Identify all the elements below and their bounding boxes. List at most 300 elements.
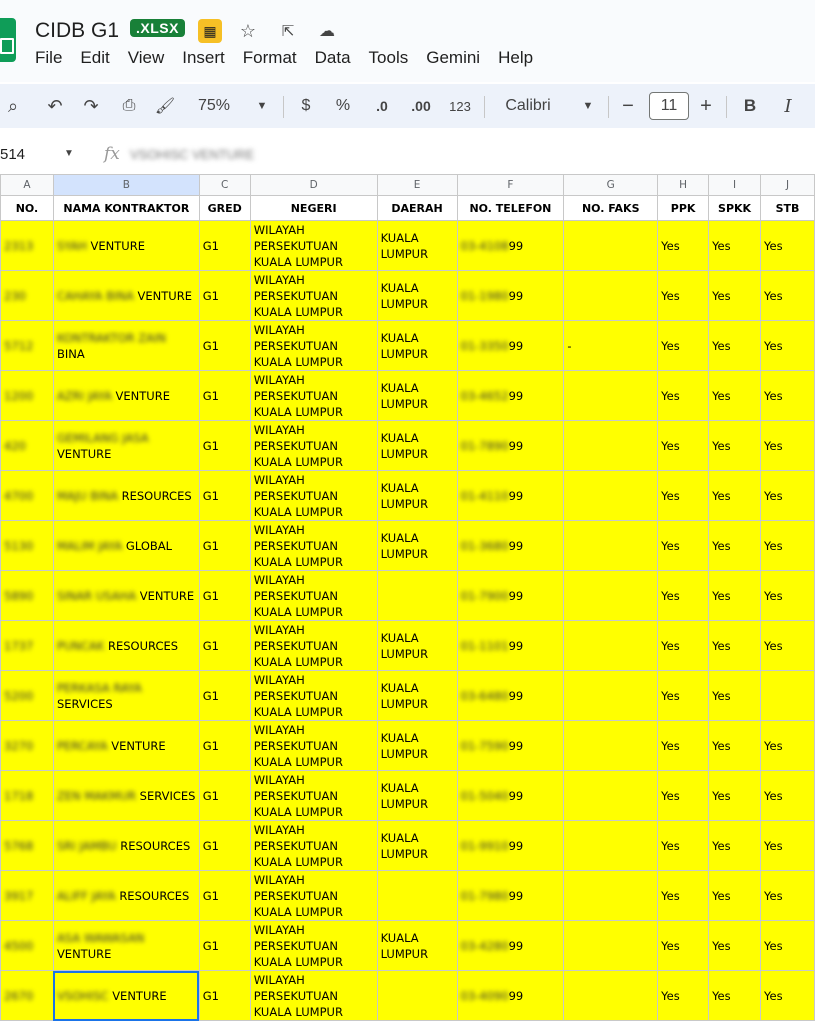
name-box-dropdown-icon[interactable]: ▼ xyxy=(64,148,74,159)
cell-spkk[interactable] xyxy=(709,871,761,921)
stb-value: Yes xyxy=(764,488,783,503)
name-value: SERVICES xyxy=(139,788,196,803)
column-header-e[interactable]: E xyxy=(377,175,457,196)
cell-no[interactable] xyxy=(1,971,54,1021)
cell-no[interactable] xyxy=(1,471,54,521)
cell-gred[interactable] xyxy=(199,721,250,771)
cell-telefon[interactable] xyxy=(457,921,564,971)
cell-nama-kontraktor[interactable] xyxy=(53,271,199,321)
cell-telefon[interactable] xyxy=(457,721,564,771)
cell-stb[interactable] xyxy=(761,671,815,721)
negeri-value: WILAYAH PERSEKUTUAN KUALA LUMPUR xyxy=(253,672,343,719)
spkk-value: Yes xyxy=(712,538,731,553)
cell-telefon[interactable] xyxy=(457,971,564,1021)
cell-no[interactable] xyxy=(1,321,54,371)
daerah-value: KUALA LUMPUR xyxy=(380,780,429,811)
menu-help[interactable]: Help xyxy=(498,48,534,67)
cell-nama-kontraktor[interactable] xyxy=(53,571,199,621)
name-box[interactable]: 514 xyxy=(0,146,26,163)
cell-telefon[interactable] xyxy=(457,521,564,571)
formula-bar xyxy=(0,136,815,175)
cell-nama-kontraktor[interactable] xyxy=(53,621,199,671)
cell-stb[interactable] xyxy=(761,621,815,671)
currency-format-button[interactable]: $ xyxy=(301,97,311,114)
cell-nama-kontraktor[interactable] xyxy=(53,721,199,771)
cell-ppk[interactable] xyxy=(658,271,709,321)
cell-spkk[interactable] xyxy=(709,271,761,321)
percent-format-button[interactable]: % xyxy=(335,97,351,114)
cell-ppk[interactable] xyxy=(658,521,709,571)
cell-gred[interactable] xyxy=(199,871,250,921)
tel-value: 99 xyxy=(508,388,524,403)
cell-gred[interactable] xyxy=(199,371,250,421)
cell-telefon[interactable] xyxy=(457,321,564,371)
cell-daerah[interactable] xyxy=(377,621,457,671)
cell-gred[interactable] xyxy=(199,621,250,671)
undo-icon[interactable]: ↶ xyxy=(47,95,63,116)
cell-spkk[interactable] xyxy=(709,621,761,671)
tel-value: 99 xyxy=(508,538,524,553)
toolbar xyxy=(0,84,815,128)
menu-file[interactable]: File xyxy=(35,48,63,67)
tel-value: 99 xyxy=(508,738,524,753)
name-value: VENTURE xyxy=(90,238,145,253)
cell-faks[interactable] xyxy=(564,521,658,571)
cell-spkk[interactable] xyxy=(709,221,761,271)
gred-value: G1 xyxy=(202,788,219,803)
cell-gred[interactable] xyxy=(199,471,250,521)
cell-stb[interactable] xyxy=(761,821,815,871)
cell-spkk[interactable] xyxy=(709,371,761,421)
cell-nama-kontraktor[interactable] xyxy=(53,221,199,271)
cell-negeri[interactable] xyxy=(250,721,377,771)
cell-ppk[interactable] xyxy=(658,321,709,371)
cell-ppk[interactable] xyxy=(658,921,709,971)
cell-stb[interactable] xyxy=(761,771,815,821)
column-header-j[interactable]: J xyxy=(761,175,815,196)
cell-telefon[interactable] xyxy=(457,371,564,421)
no-value: 230 xyxy=(4,288,26,303)
cell-ppk[interactable] xyxy=(658,621,709,671)
header-cell[interactable]: NAMA KONTRAKTOR xyxy=(53,196,199,221)
table-row xyxy=(1,971,815,1021)
cell-nama-kontraktor[interactable] xyxy=(53,521,199,571)
cell-nama-kontraktor[interactable] xyxy=(53,671,199,721)
cell-no[interactable] xyxy=(1,821,54,871)
gred-value: G1 xyxy=(202,488,219,503)
cell-negeri[interactable] xyxy=(250,971,377,1021)
name-hidden: SYAH xyxy=(56,238,87,253)
cell-no[interactable] xyxy=(1,271,54,321)
font-size-value[interactable]: 11 xyxy=(649,92,689,120)
cell-gred[interactable] xyxy=(199,971,250,1021)
cell-no[interactable] xyxy=(1,221,54,271)
tel-value: 99 xyxy=(508,838,524,853)
name-hidden: KONTRAKTOR ZAIN xyxy=(56,330,167,345)
cell-faks[interactable] xyxy=(564,871,658,921)
search-icon[interactable]: ⌕ xyxy=(7,95,19,116)
tel-value: 99 xyxy=(508,238,524,253)
spkk-value: Yes xyxy=(712,938,731,953)
decrease-decimal-button[interactable]: .0 xyxy=(376,98,388,114)
cell-negeri[interactable] xyxy=(250,521,377,571)
cell-spkk[interactable] xyxy=(709,721,761,771)
tel-value: 99 xyxy=(508,888,524,903)
stb-value: Yes xyxy=(764,238,783,253)
cell-ppk[interactable] xyxy=(658,671,709,721)
cell-stb[interactable] xyxy=(761,871,815,921)
cell-spkk[interactable] xyxy=(709,971,761,1021)
name-hidden: ALIFF JAYA xyxy=(56,888,116,903)
increase-decimal-button[interactable]: .00 xyxy=(411,98,431,114)
cell-daerah[interactable] xyxy=(377,971,457,1021)
name-hidden: SRI JAMBU xyxy=(56,838,117,853)
cell-stb[interactable] xyxy=(761,471,815,521)
column-header-g[interactable]: G xyxy=(564,175,658,196)
name-value: RESOURCES xyxy=(108,638,179,653)
spkk-value: Yes xyxy=(712,788,731,803)
name-hidden: GEMILANG JASA xyxy=(56,430,149,445)
cell-negeri[interactable] xyxy=(250,871,377,921)
increase-font-size-button[interactable]: + xyxy=(700,94,712,117)
font-size-field[interactable] xyxy=(648,84,690,128)
header-cell[interactable]: GRED xyxy=(199,196,250,221)
tel-value: 99 xyxy=(508,588,524,603)
cell-negeri[interactable] xyxy=(250,371,377,421)
name-hidden: PUNCAK xyxy=(56,638,105,653)
header-cell[interactable]: SPKK xyxy=(709,196,761,221)
menu-format[interactable]: Format xyxy=(242,48,297,67)
cell-stb[interactable] xyxy=(761,971,815,1021)
gred-value: G1 xyxy=(202,888,219,903)
cell-spkk[interactable] xyxy=(709,321,761,371)
cell-faks[interactable] xyxy=(564,971,658,1021)
spreadsheet-grid xyxy=(0,174,815,1021)
negeri-value: WILAYAH PERSEKUTUAN KUALA LUMPUR xyxy=(253,422,343,469)
daerah-value: KUALA LUMPUR xyxy=(380,830,429,861)
cell-negeri[interactable] xyxy=(250,671,377,721)
cell-nama-kontraktor[interactable] xyxy=(53,371,199,421)
negeri-value: WILAYAH PERSEKUTUAN KUALA LUMPUR xyxy=(253,872,343,919)
stb-value: Yes xyxy=(764,588,783,603)
negeri-value: WILAYAH PERSEKUTUAN KUALA LUMPUR xyxy=(253,772,343,819)
menu-view[interactable]: View xyxy=(127,48,165,67)
cell-spkk[interactable] xyxy=(709,471,761,521)
spkk-value: Yes xyxy=(712,338,731,353)
menu-tools[interactable]: Tools xyxy=(368,48,409,67)
ppk-value: Yes xyxy=(661,788,680,803)
name-hidden: AZRI JAYA xyxy=(56,388,112,403)
gred-value: G1 xyxy=(202,838,219,853)
table-row xyxy=(1,521,815,571)
sheets-logo-icon[interactable] xyxy=(0,18,16,62)
menu-insert[interactable]: Insert xyxy=(182,48,225,67)
cell-faks[interactable] xyxy=(564,821,658,871)
formula-input[interactable]: VSOHISC VENTURE xyxy=(130,147,255,162)
cell-ppk[interactable] xyxy=(658,221,709,271)
cell-spkk[interactable] xyxy=(709,671,761,721)
cell-faks[interactable] xyxy=(564,471,658,521)
name-value: RESOURCES xyxy=(121,488,192,503)
spkk-value: Yes xyxy=(712,738,731,753)
tel-hidden: 01-4110 xyxy=(460,488,509,503)
cell-no[interactable] xyxy=(1,421,54,471)
cell-faks[interactable] xyxy=(564,271,658,321)
cell-gred[interactable] xyxy=(199,521,250,571)
column-header-i[interactable]: I xyxy=(709,175,761,196)
no-value: 1737 xyxy=(4,638,34,653)
menu-data[interactable]: Data xyxy=(314,48,351,67)
spkk-value: Yes xyxy=(712,388,731,403)
negeri-value: WILAYAH PERSEKUTUAN KUALA LUMPUR xyxy=(253,622,343,669)
tel-value: 99 xyxy=(508,988,524,1003)
cell-daerah[interactable] xyxy=(377,471,457,521)
cell-telefon[interactable] xyxy=(457,821,564,871)
cell-ppk[interactable] xyxy=(658,871,709,921)
cell-nama-kontraktor[interactable] xyxy=(53,771,199,821)
negeri-value: WILAYAH PERSEKUTUAN KUALA LUMPUR xyxy=(253,322,343,369)
cell-daerah[interactable] xyxy=(377,521,457,571)
cell-no[interactable] xyxy=(1,671,54,721)
redo-icon[interactable]: ↷ xyxy=(83,95,99,116)
cell-no[interactable] xyxy=(1,521,54,571)
cell-spkk[interactable] xyxy=(709,821,761,871)
bold-button[interactable]: B xyxy=(743,96,757,115)
tel-hidden: 03-4090 xyxy=(460,988,509,1003)
cell-no[interactable] xyxy=(1,921,54,971)
cell-ppk[interactable] xyxy=(658,971,709,1021)
cell-daerah[interactable] xyxy=(377,221,457,271)
spkk-value: Yes xyxy=(712,838,731,853)
cell-faks[interactable] xyxy=(564,221,658,271)
cell-nama-kontraktor[interactable] xyxy=(53,971,199,1021)
cell-negeri[interactable] xyxy=(250,321,377,371)
stb-value: Yes xyxy=(764,638,783,653)
no-value: 3270 xyxy=(4,738,34,753)
cell-negeri[interactable] xyxy=(250,821,377,871)
daerah-value: KUALA LUMPUR xyxy=(380,430,429,461)
zoom-dropdown-icon[interactable]: ▼ xyxy=(256,100,268,112)
cell-telefon[interactable] xyxy=(457,221,564,271)
column-header-f[interactable]: F xyxy=(457,175,564,196)
cell-stb[interactable] xyxy=(761,221,815,271)
cell-ppk[interactable] xyxy=(658,421,709,471)
document-title[interactable]: CIDB G1 xyxy=(35,19,120,42)
cell-telefon[interactable] xyxy=(457,771,564,821)
cell-ppk[interactable] xyxy=(658,571,709,621)
name-value: VENTURE xyxy=(111,738,166,753)
cell-no[interactable] xyxy=(1,721,54,771)
cell-ppk[interactable] xyxy=(658,371,709,421)
cell-spkk[interactable] xyxy=(709,421,761,471)
cell-telefon[interactable] xyxy=(457,271,564,321)
cell-stb[interactable] xyxy=(761,571,815,621)
cell-telefon[interactable] xyxy=(457,871,564,921)
table-row xyxy=(1,621,815,671)
cell-ppk[interactable] xyxy=(658,821,709,871)
cell-negeri[interactable] xyxy=(250,571,377,621)
cell-gred[interactable] xyxy=(199,421,250,471)
cell-telefon[interactable] xyxy=(457,471,564,521)
gred-value: G1 xyxy=(202,388,219,403)
gred-value: G1 xyxy=(202,338,219,353)
cell-daerah[interactable] xyxy=(377,821,457,871)
cell-negeri[interactable] xyxy=(250,271,377,321)
italic-button[interactable]: I xyxy=(784,95,792,117)
ppk-value: Yes xyxy=(661,738,680,753)
cell-faks[interactable] xyxy=(564,721,658,771)
cell-daerah[interactable] xyxy=(377,371,457,421)
cell-nama-kontraktor[interactable] xyxy=(53,871,199,921)
font-family-select[interactable]: Calibri xyxy=(505,97,551,114)
cell-faks[interactable] xyxy=(564,921,658,971)
cell-telefon[interactable] xyxy=(457,621,564,671)
cell-gred[interactable] xyxy=(199,771,250,821)
cell-no[interactable] xyxy=(1,771,54,821)
negeri-value: WILAYAH PERSEKUTUAN KUALA LUMPUR xyxy=(253,372,343,419)
cell-daerah[interactable] xyxy=(377,571,457,621)
cell-negeri[interactable] xyxy=(250,471,377,521)
cell-nama-kontraktor[interactable] xyxy=(53,321,199,371)
cell-gred[interactable] xyxy=(199,671,250,721)
cell-daerah[interactable] xyxy=(377,721,457,771)
cell-telefon[interactable] xyxy=(457,671,564,721)
header-cell[interactable]: NO. xyxy=(1,196,54,221)
cell-faks[interactable] xyxy=(564,621,658,671)
cell-stb[interactable] xyxy=(761,721,815,771)
table-row xyxy=(1,271,815,321)
column-header-c[interactable]: C xyxy=(199,175,250,196)
cell-stb[interactable] xyxy=(761,371,815,421)
cell-ppk[interactable] xyxy=(658,771,709,821)
cell-nama-kontraktor[interactable] xyxy=(53,821,199,871)
cell-spkk[interactable] xyxy=(709,571,761,621)
cell-faks[interactable] xyxy=(564,321,658,371)
header-cell[interactable]: STB xyxy=(761,196,815,221)
cell-stb[interactable] xyxy=(761,271,815,321)
tel-value: 99 xyxy=(508,288,524,303)
gred-value: G1 xyxy=(202,288,219,303)
menu-gemini[interactable]: Gemini xyxy=(426,48,481,67)
cell-no[interactable] xyxy=(1,621,54,671)
header-cell[interactable]: NO. TELEFON xyxy=(457,196,564,221)
header-cell[interactable]: DAERAH xyxy=(377,196,457,221)
stb-value: Yes xyxy=(764,388,783,403)
stb-value: Yes xyxy=(764,288,783,303)
cell-daerah[interactable] xyxy=(377,271,457,321)
cell-spkk[interactable] xyxy=(709,921,761,971)
ppk-value: Yes xyxy=(661,388,680,403)
cell-daerah[interactable] xyxy=(377,771,457,821)
spkk-value: Yes xyxy=(712,438,731,453)
header-cell[interactable]: NO. FAKS xyxy=(564,196,658,221)
cell-gred[interactable] xyxy=(199,821,250,871)
cell-faks[interactable] xyxy=(564,421,658,471)
cell-stb[interactable] xyxy=(761,421,815,471)
table-row xyxy=(1,921,815,971)
daerah-value: KUALA LUMPUR xyxy=(380,230,429,261)
cell-daerah[interactable] xyxy=(377,321,457,371)
negeri-value: WILAYAH PERSEKUTUAN KUALA LUMPUR xyxy=(253,822,343,869)
cell-nama-kontraktor[interactable] xyxy=(53,921,199,971)
header-cell[interactable]: NEGERI xyxy=(250,196,377,221)
column-header-a[interactable]: A xyxy=(1,175,54,196)
cell-telefon[interactable] xyxy=(457,421,564,471)
star-icon[interactable]: ☆ xyxy=(239,20,257,41)
menu-edit[interactable]: Edit xyxy=(80,48,110,67)
cell-spkk[interactable] xyxy=(709,771,761,821)
ppk-value: Yes xyxy=(661,988,680,1003)
cell-gred[interactable] xyxy=(199,921,250,971)
cell-daerah[interactable] xyxy=(377,871,457,921)
cell-no[interactable] xyxy=(1,371,54,421)
cell-gred[interactable] xyxy=(199,571,250,621)
cell-negeri[interactable] xyxy=(250,771,377,821)
move-folder-icon[interactable]: ⇱ xyxy=(281,23,295,40)
cell-negeri[interactable] xyxy=(250,621,377,671)
cell-ppk[interactable] xyxy=(658,471,709,521)
cell-daerah[interactable] xyxy=(377,671,457,721)
no-value: 5768 xyxy=(4,838,34,853)
cell-no[interactable] xyxy=(1,571,54,621)
decrease-font-size-button[interactable]: − xyxy=(622,94,634,117)
cell-faks[interactable] xyxy=(564,671,658,721)
cell-stb[interactable] xyxy=(761,921,815,971)
cell-ppk[interactable] xyxy=(658,721,709,771)
cell-negeri[interactable] xyxy=(250,421,377,471)
cell-no[interactable] xyxy=(1,871,54,921)
cell-nama-kontraktor[interactable] xyxy=(53,471,199,521)
cell-daerah[interactable] xyxy=(377,921,457,971)
column-header-b[interactable]: B xyxy=(53,175,199,196)
tel-hidden: 01-1980 xyxy=(460,288,509,303)
print-icon[interactable]: ⎙ xyxy=(122,97,136,114)
cell-daerah[interactable] xyxy=(377,421,457,471)
cell-gred[interactable] xyxy=(199,271,250,321)
zoom-select[interactable]: 75% xyxy=(197,97,231,114)
column-header-d[interactable]: D xyxy=(250,175,377,196)
cell-spkk[interactable] xyxy=(709,521,761,571)
gred-value: G1 xyxy=(202,638,219,653)
daerah-value: KUALA LUMPUR xyxy=(380,680,429,711)
cell-stb[interactable] xyxy=(761,521,815,571)
header-cell[interactable]: PPK xyxy=(658,196,709,221)
no-value: 420 xyxy=(4,438,26,453)
cell-faks[interactable] xyxy=(564,371,658,421)
filter-off-icon[interactable]: ▦ xyxy=(198,19,222,43)
name-value: GLOBAL xyxy=(125,538,173,553)
paint-format-icon[interactable]: 🖌︎ xyxy=(154,98,176,115)
gred-value: G1 xyxy=(202,988,219,1003)
cell-telefon[interactable] xyxy=(457,571,564,621)
cell-faks[interactable] xyxy=(564,771,658,821)
font-dropdown-icon[interactable]: ▼ xyxy=(582,100,594,112)
cell-stb[interactable] xyxy=(761,321,815,371)
column-header-h[interactable]: H xyxy=(658,175,709,196)
cell-faks[interactable] xyxy=(564,571,658,621)
table-row xyxy=(1,771,815,821)
cell-negeri[interactable] xyxy=(250,221,377,271)
cell-negeri[interactable] xyxy=(250,921,377,971)
gred-value: G1 xyxy=(202,938,219,953)
daerah-value: KUALA LUMPUR xyxy=(380,630,429,661)
daerah-value: KUALA LUMPUR xyxy=(380,930,429,961)
cell-gred[interactable] xyxy=(199,321,250,371)
no-value: 1200 xyxy=(4,388,34,403)
cell-gred[interactable] xyxy=(199,221,250,271)
more-formats-button[interactable]: 123 xyxy=(449,98,471,114)
cell-nama-kontraktor[interactable] xyxy=(53,421,199,471)
